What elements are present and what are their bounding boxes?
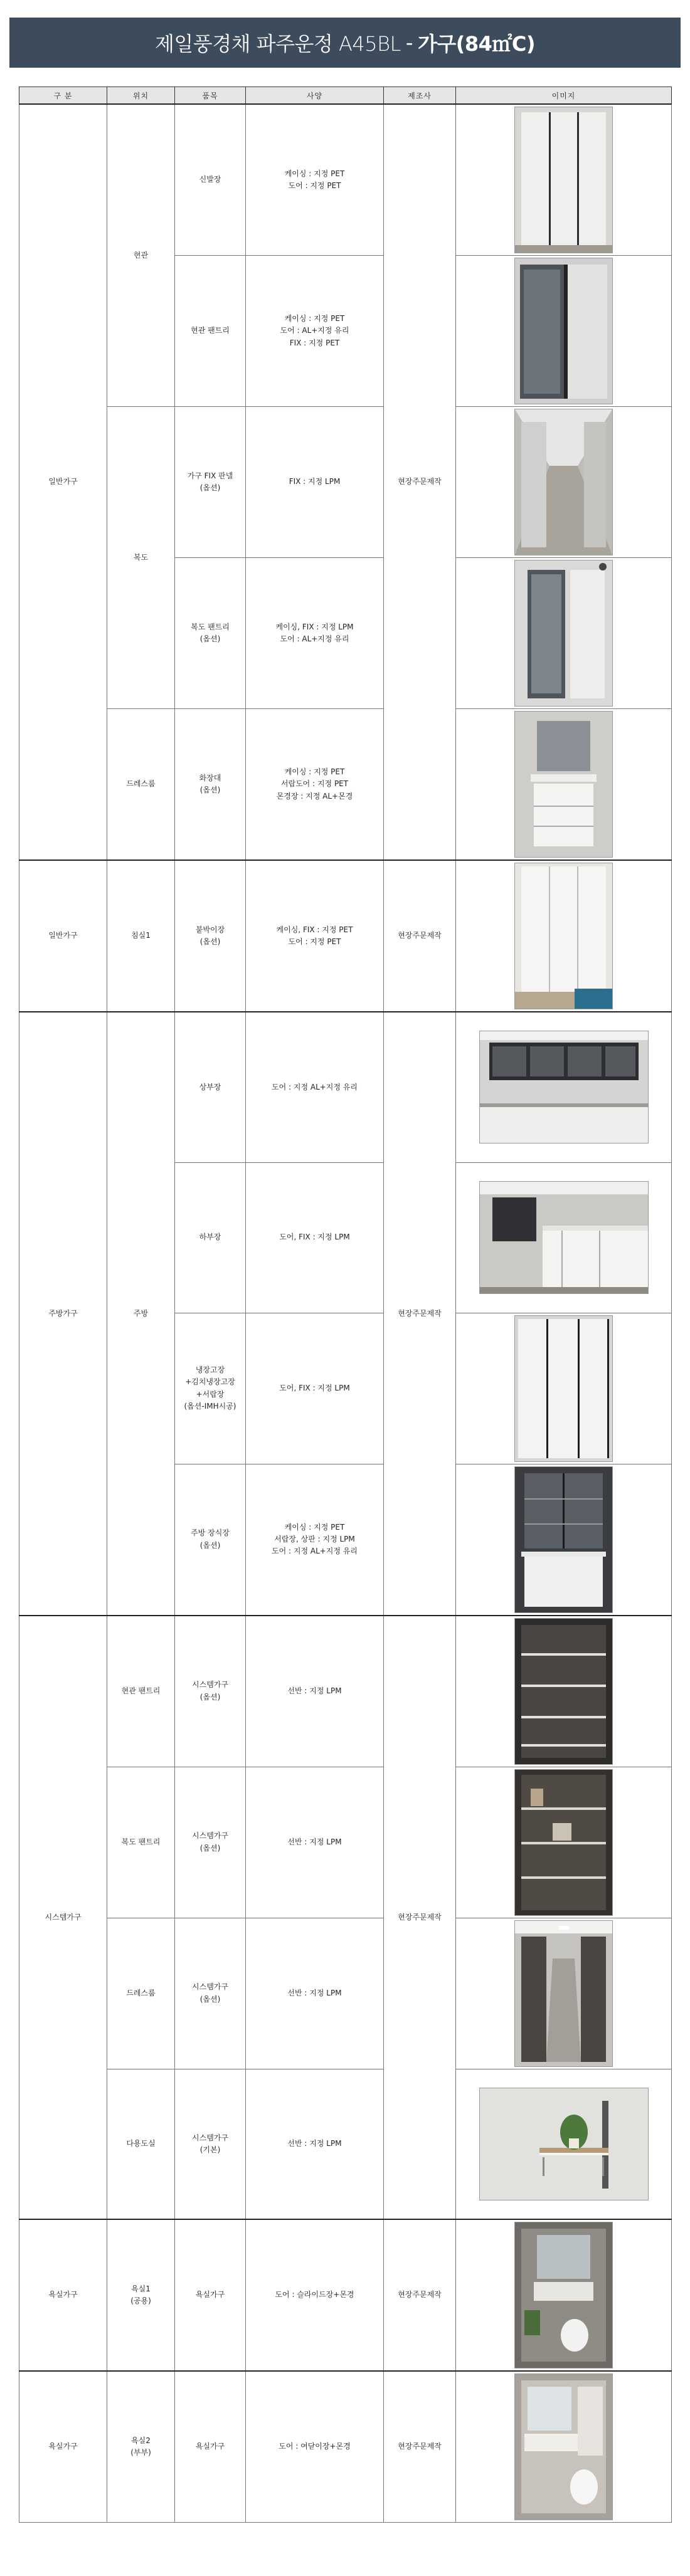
maker-cell: 현장주문제작 xyxy=(384,1012,456,1616)
category-cell: 주방가구 xyxy=(19,1012,107,1616)
header-location: 위치 xyxy=(107,87,175,105)
maker-cell: 현장주문제작 xyxy=(384,860,456,1012)
table-row xyxy=(19,860,672,1012)
location-cell: 주방 xyxy=(107,1012,175,1616)
item-cell: 욕실가구 xyxy=(175,2371,246,2523)
category-cell: 욕실가구 xyxy=(19,2371,107,2523)
location-cell: 침실1 xyxy=(107,860,175,1012)
dressroom-system-photo xyxy=(514,1920,613,2067)
item-cell: 냉장고장 +김치냉장고장 +서랍장 (옵션-IMH시공) xyxy=(175,1313,246,1464)
maker-cell: 현장주문제작 xyxy=(384,104,456,860)
hallway-pantry-photo xyxy=(514,560,613,707)
spec-cell: 케이싱 : 지정 PET 서랍장, 상판 : 지정 LPM 도어 : 지정 AL+지정 유리 xyxy=(246,1464,384,1616)
table-row xyxy=(19,2069,672,2219)
location-cell: 드레스룸 xyxy=(107,1918,175,2069)
table-row xyxy=(19,1767,672,1918)
spec-cell: 케이싱 : 지정 PET 서랍도어 : 지정 PET 몬경장 : 지정 AL+몬경 xyxy=(246,709,384,861)
entrance-pantry-system-photo xyxy=(514,1618,613,1765)
spec-cell: 도어 : 슬라이드장+몬경 xyxy=(246,2219,384,2371)
table-row xyxy=(19,1616,672,1767)
kitchen-upper-cabinet-photo xyxy=(479,1031,649,1143)
header-spec: 사양 xyxy=(246,87,384,105)
item-cell: 욕실가구 xyxy=(175,2219,246,2371)
item-cell: 시스템가구 (옵션) xyxy=(175,1918,246,2069)
spec-cell: 선반 : 지정 LPM xyxy=(246,1918,384,2069)
page-title: 제일풍경채 파주운정 A45BL xyxy=(154,32,401,56)
table-header-row xyxy=(19,87,672,105)
spec-cell: 케이싱, FIX : 지정 PET 도어 : 지정 PET xyxy=(246,860,384,1012)
bathroom1-furniture-photo xyxy=(514,2222,613,2368)
spec-cell: 케이싱 : 지정 PET 도어 : AL+지정 유리 FIX : 지정 PET xyxy=(246,256,384,407)
category-cell: 시스템가구 xyxy=(19,1616,107,2220)
item-cell: 시스템가구 (옵션) xyxy=(175,1616,246,1767)
bedroom-wardrobe-photo xyxy=(514,863,613,1009)
title-separator: - xyxy=(405,31,413,55)
item-cell: 화장대 (옵션) xyxy=(175,709,246,861)
kitchen-display-cabinet-photo xyxy=(514,1466,613,1613)
item-cell: 가구 FIX 판넬 (옵션) xyxy=(175,407,246,558)
spec-cell: 선반 : 지정 LPM xyxy=(246,1767,384,1918)
hallway-fix-panel-photo xyxy=(514,409,613,555)
item-cell: 시스템가구 (옵션) xyxy=(175,1767,246,1918)
item-cell: 붙박이장 (옵션) xyxy=(175,860,246,1012)
fridge-cabinet-photo xyxy=(514,1315,613,1462)
table-row xyxy=(19,1918,672,2069)
header-maker: 제조사 xyxy=(384,87,456,105)
table-row xyxy=(19,407,672,558)
location-cell: 다용도실 xyxy=(107,2069,175,2219)
maker-cell: 현장주문제작 xyxy=(384,1616,456,2220)
location-cell: 욕실1 (공용) xyxy=(107,2219,175,2371)
furniture-spec-table xyxy=(19,87,672,2523)
spec-cell: 도어, FIX : 지정 LPM xyxy=(246,1162,384,1313)
location-cell: 현관 팬트리 xyxy=(107,1616,175,1767)
table-row xyxy=(19,1012,672,1162)
item-cell: 시스템가구 (기본) xyxy=(175,2069,246,2219)
page-container xyxy=(9,18,681,2523)
category-cell: 일반가구 xyxy=(19,860,107,1012)
table-row xyxy=(19,2219,672,2371)
spec-cell: FIX : 지정 LPM xyxy=(246,407,384,558)
hallway-pantry-system-photo xyxy=(514,1769,613,1916)
spec-cell: 케이싱 : 지정 PET 도어 : 지정 PET xyxy=(246,104,384,256)
item-cell: 신발장 xyxy=(175,104,246,256)
location-cell: 복도 팬트리 xyxy=(107,1767,175,1918)
category-cell: 욕실가구 xyxy=(19,2219,107,2371)
item-cell: 하부장 xyxy=(175,1162,246,1313)
table-row xyxy=(19,104,672,256)
maker-cell: 현장주문제작 xyxy=(384,2371,456,2523)
spec-cell: 도어, FIX : 지정 LPM xyxy=(246,1313,384,1464)
utility-room-shelf-photo xyxy=(479,2088,649,2200)
header-item: 품목 xyxy=(175,87,246,105)
item-cell: 복도 팬트리 (옵션) xyxy=(175,558,246,709)
item-cell: 상부장 xyxy=(175,1012,246,1162)
spec-cell: 도어 : 지정 AL+지정 유리 xyxy=(246,1012,384,1162)
header-category: 구 분 xyxy=(19,87,107,105)
location-cell: 현관 xyxy=(107,104,175,407)
spec-cell: 선반 : 지정 LPM xyxy=(246,1616,384,1767)
location-cell: 복도 xyxy=(107,407,175,709)
table-row xyxy=(19,709,672,861)
spec-cell: 선반 : 지정 LPM xyxy=(246,2069,384,2219)
maker-cell: 현장주문제작 xyxy=(384,2219,456,2371)
category-cell: 일반가구 xyxy=(19,104,107,860)
table-row xyxy=(19,2371,672,2523)
page-title-highlight: 가구(84㎡C) xyxy=(417,32,536,56)
location-cell: 욕실2 (부부) xyxy=(107,2371,175,2523)
spec-cell: 케이싱, FIX : 지정 LPM 도어 : AL+지정 유리 xyxy=(246,558,384,709)
kitchen-lower-cabinet-photo xyxy=(479,1181,649,1294)
entrance-shoe-cabinet-photo xyxy=(514,107,613,253)
header-image: 이미지 xyxy=(456,87,672,105)
dressing-table-photo xyxy=(514,711,613,858)
spec-cell: 도어 : 여닫이장+몬경 xyxy=(246,2371,384,2523)
entrance-pantry-photo xyxy=(514,258,613,404)
bathroom2-furniture-photo xyxy=(514,2374,613,2520)
location-cell: 드레스룸 xyxy=(107,709,175,861)
page-title-bar xyxy=(9,18,681,68)
item-cell: 주방 장식장 (옵션) xyxy=(175,1464,246,1616)
item-cell: 현관 팬트리 xyxy=(175,256,246,407)
